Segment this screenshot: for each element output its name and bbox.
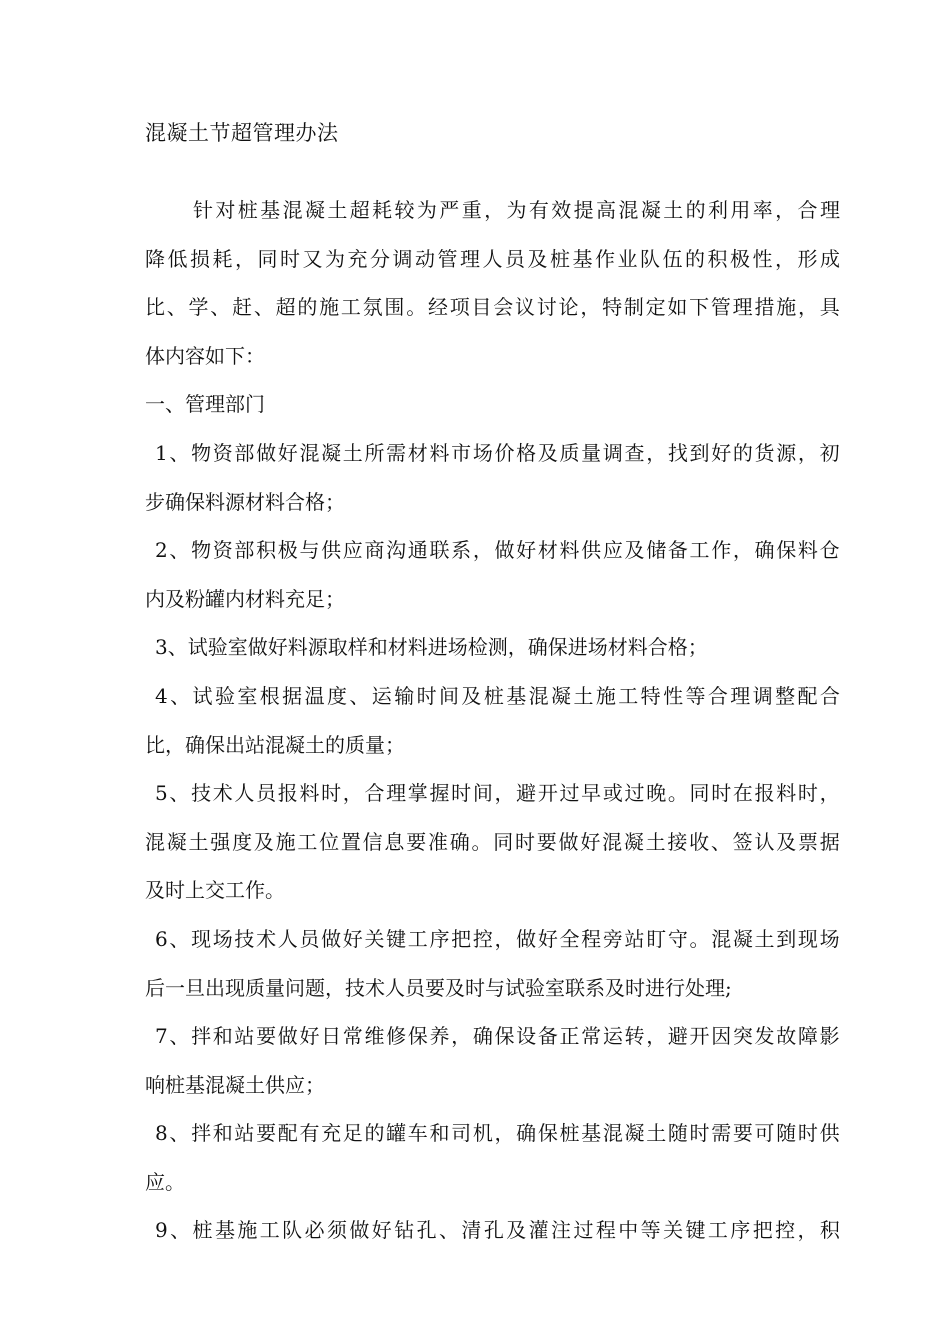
text-line: 7 、 拌 和 站 要 做 好 日 常 维 修 保 养 ， 确 保 设 备 正 常 运 转 ， 避 开 因 突 发 故 障 影 [155,1024,840,1049]
text-line: 内及粉罐内材料充足； [145,586,345,611]
text-line: 2 、 物 资 部 积 极 与 供 应 商 沟 通 联 系 ， 做 好 材 料 供 应 及 储 备 工 作 ， 确 保 料 仓 [155,538,840,563]
text-line: 体内容如下： [145,343,265,368]
document-title: 混凝土节超管理办法 [145,121,339,145]
text-line: 1 、 物 资 部 做 好 混 凝 土 所 需 材 料 市 场 价 格 及 质 量 调 查 ， 找 到 好 的 货 源 ， 初 [155,440,840,465]
text-line: 及时上交工作。 [145,878,285,903]
text-line: 6 、 现 场 技 术 人 员 做 好 关 键 工 序 把 控 ， 做 好 全 程 旁 站 盯 守 。 混 凝 土 到 现 场 [155,926,840,951]
text-line: 3、试验室做好料源取样和材料进场检测，确保进场材料合格； [155,635,708,660]
document-body [145,194,840,1263]
text-line: 比 、 学 、 赶 、 超 的 施 工 氛 围 。 经 项 目 会 议 讨 论 ， 特 制 定 如 下 管 理 措 施 ， 具 [145,295,840,320]
text-line: 降 低 损 耗 ， 同 时 又 为 充 分 调 动 管 理 人 员 及 桩 基 作 业 队 伍 的 积 极 性 ， 形 成 [145,246,840,271]
text-line: 5 、 技 术 人 员 报 料 时 ， 合 理 掌 握 时 间 ， 避 开 过 早 或 过 晚 。 同 时 在 报 料 时 ， [155,781,840,806]
text-line: 9 、 桩 基 施 工 队 必 须 做 好 钻 孔 、 清 孔 及 灌 注 过 程 中 等 关 键 工 序 把 控 ， 积 [155,1218,840,1243]
text-line: 响桩基混凝土供应； [145,1072,325,1097]
text-line: 应。 [145,1169,185,1194]
text-line: 8 、 拌 和 站 要 配 有 充 足 的 罐 车 和 司 机 ， 确 保 桩 基 混 凝 土 随 时 需 要 可 随 时 供 [155,1121,840,1146]
text-line: 一、管理部门 [145,392,265,417]
text-line: 混 凝 土 强 度 及 施 工 位 置 信 息 要 准 确 。 同 时 要 做 好 混 凝 土 接 收 、 签 认 及 票 据 [145,829,840,854]
text-line: 后一旦出现质量问题，技术人员要及时与试验室联系及时进行处理; [145,975,732,1000]
text-line: 比，确保出站混凝土的质量； [145,732,405,757]
text-line: 针 对 桩 基 混 凝 土 超 耗 较 为 严 重 ， 为 有 效 提 高 混 凝 土 的 利 用 率 ， 合 理 [193,198,840,222]
text-line: 步确保料源材料合格； [145,489,345,514]
text-line: 4 、 试 验 室 根 据 温 度 、 运 输 时 间 及 桩 基 混 凝 土 施 工 特 性 等 合 理 调 整 配 合 [155,683,840,708]
